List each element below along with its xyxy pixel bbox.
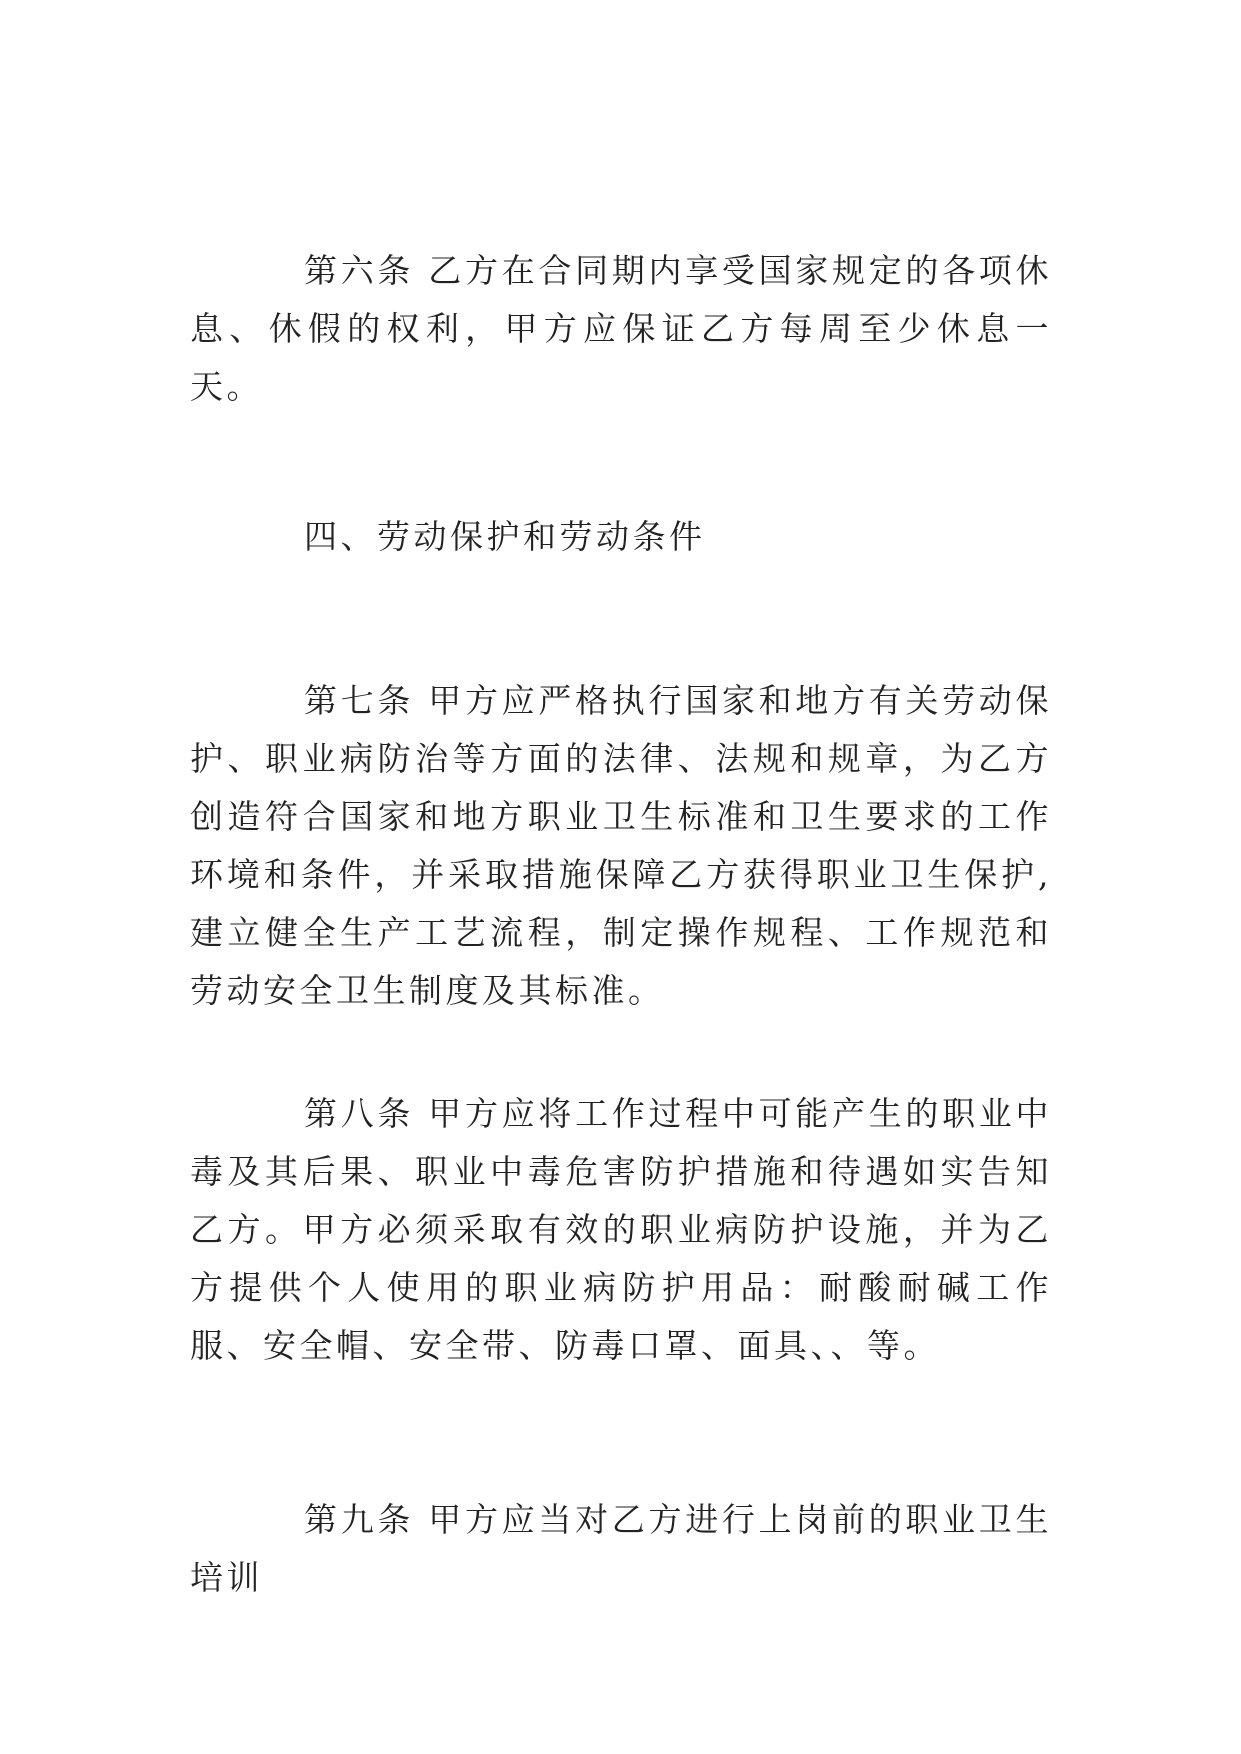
article-8-paragraph: 第八条 甲方应将工作过程中可能产生的职业中毒及其后果、职业中毒危害防护措施和待遇如实告知乙方。甲方必须采取有效的职业病防护设施，并为乙方提供个人使用的职业病防护用品：耐酸耐碱工作服、安全帽、安全带、防毒口罩、面具、、等。 bbox=[190, 1094, 1052, 1365]
article-7-paragraph: 第七条 甲方应严格执行国家和地方有关劳动保护、职业病防治等方面的法律、法规和规章，为乙方创造符合国家和地方职业卫生标准和卫生要求的工作环境和条件，并采取措施保障乙方获得职业卫生保护,建立健全生产工艺流程，制定操作规程、工作规范和劳动安全卫生制度及其标准。 bbox=[190, 681, 1052, 1010]
article-6-paragraph: 第六条 乙方在合同期内享受国家规定的各项休息、休假的权利，甲方应保证乙方每周至少休息一天。 bbox=[190, 251, 1052, 406]
section-4-heading: 四、劳动保护和劳动条件 bbox=[304, 517, 706, 556]
article-9-paragraph: 第九条 甲方应当对乙方进行上岗前的职业卫生培训 bbox=[190, 1500, 1052, 1597]
